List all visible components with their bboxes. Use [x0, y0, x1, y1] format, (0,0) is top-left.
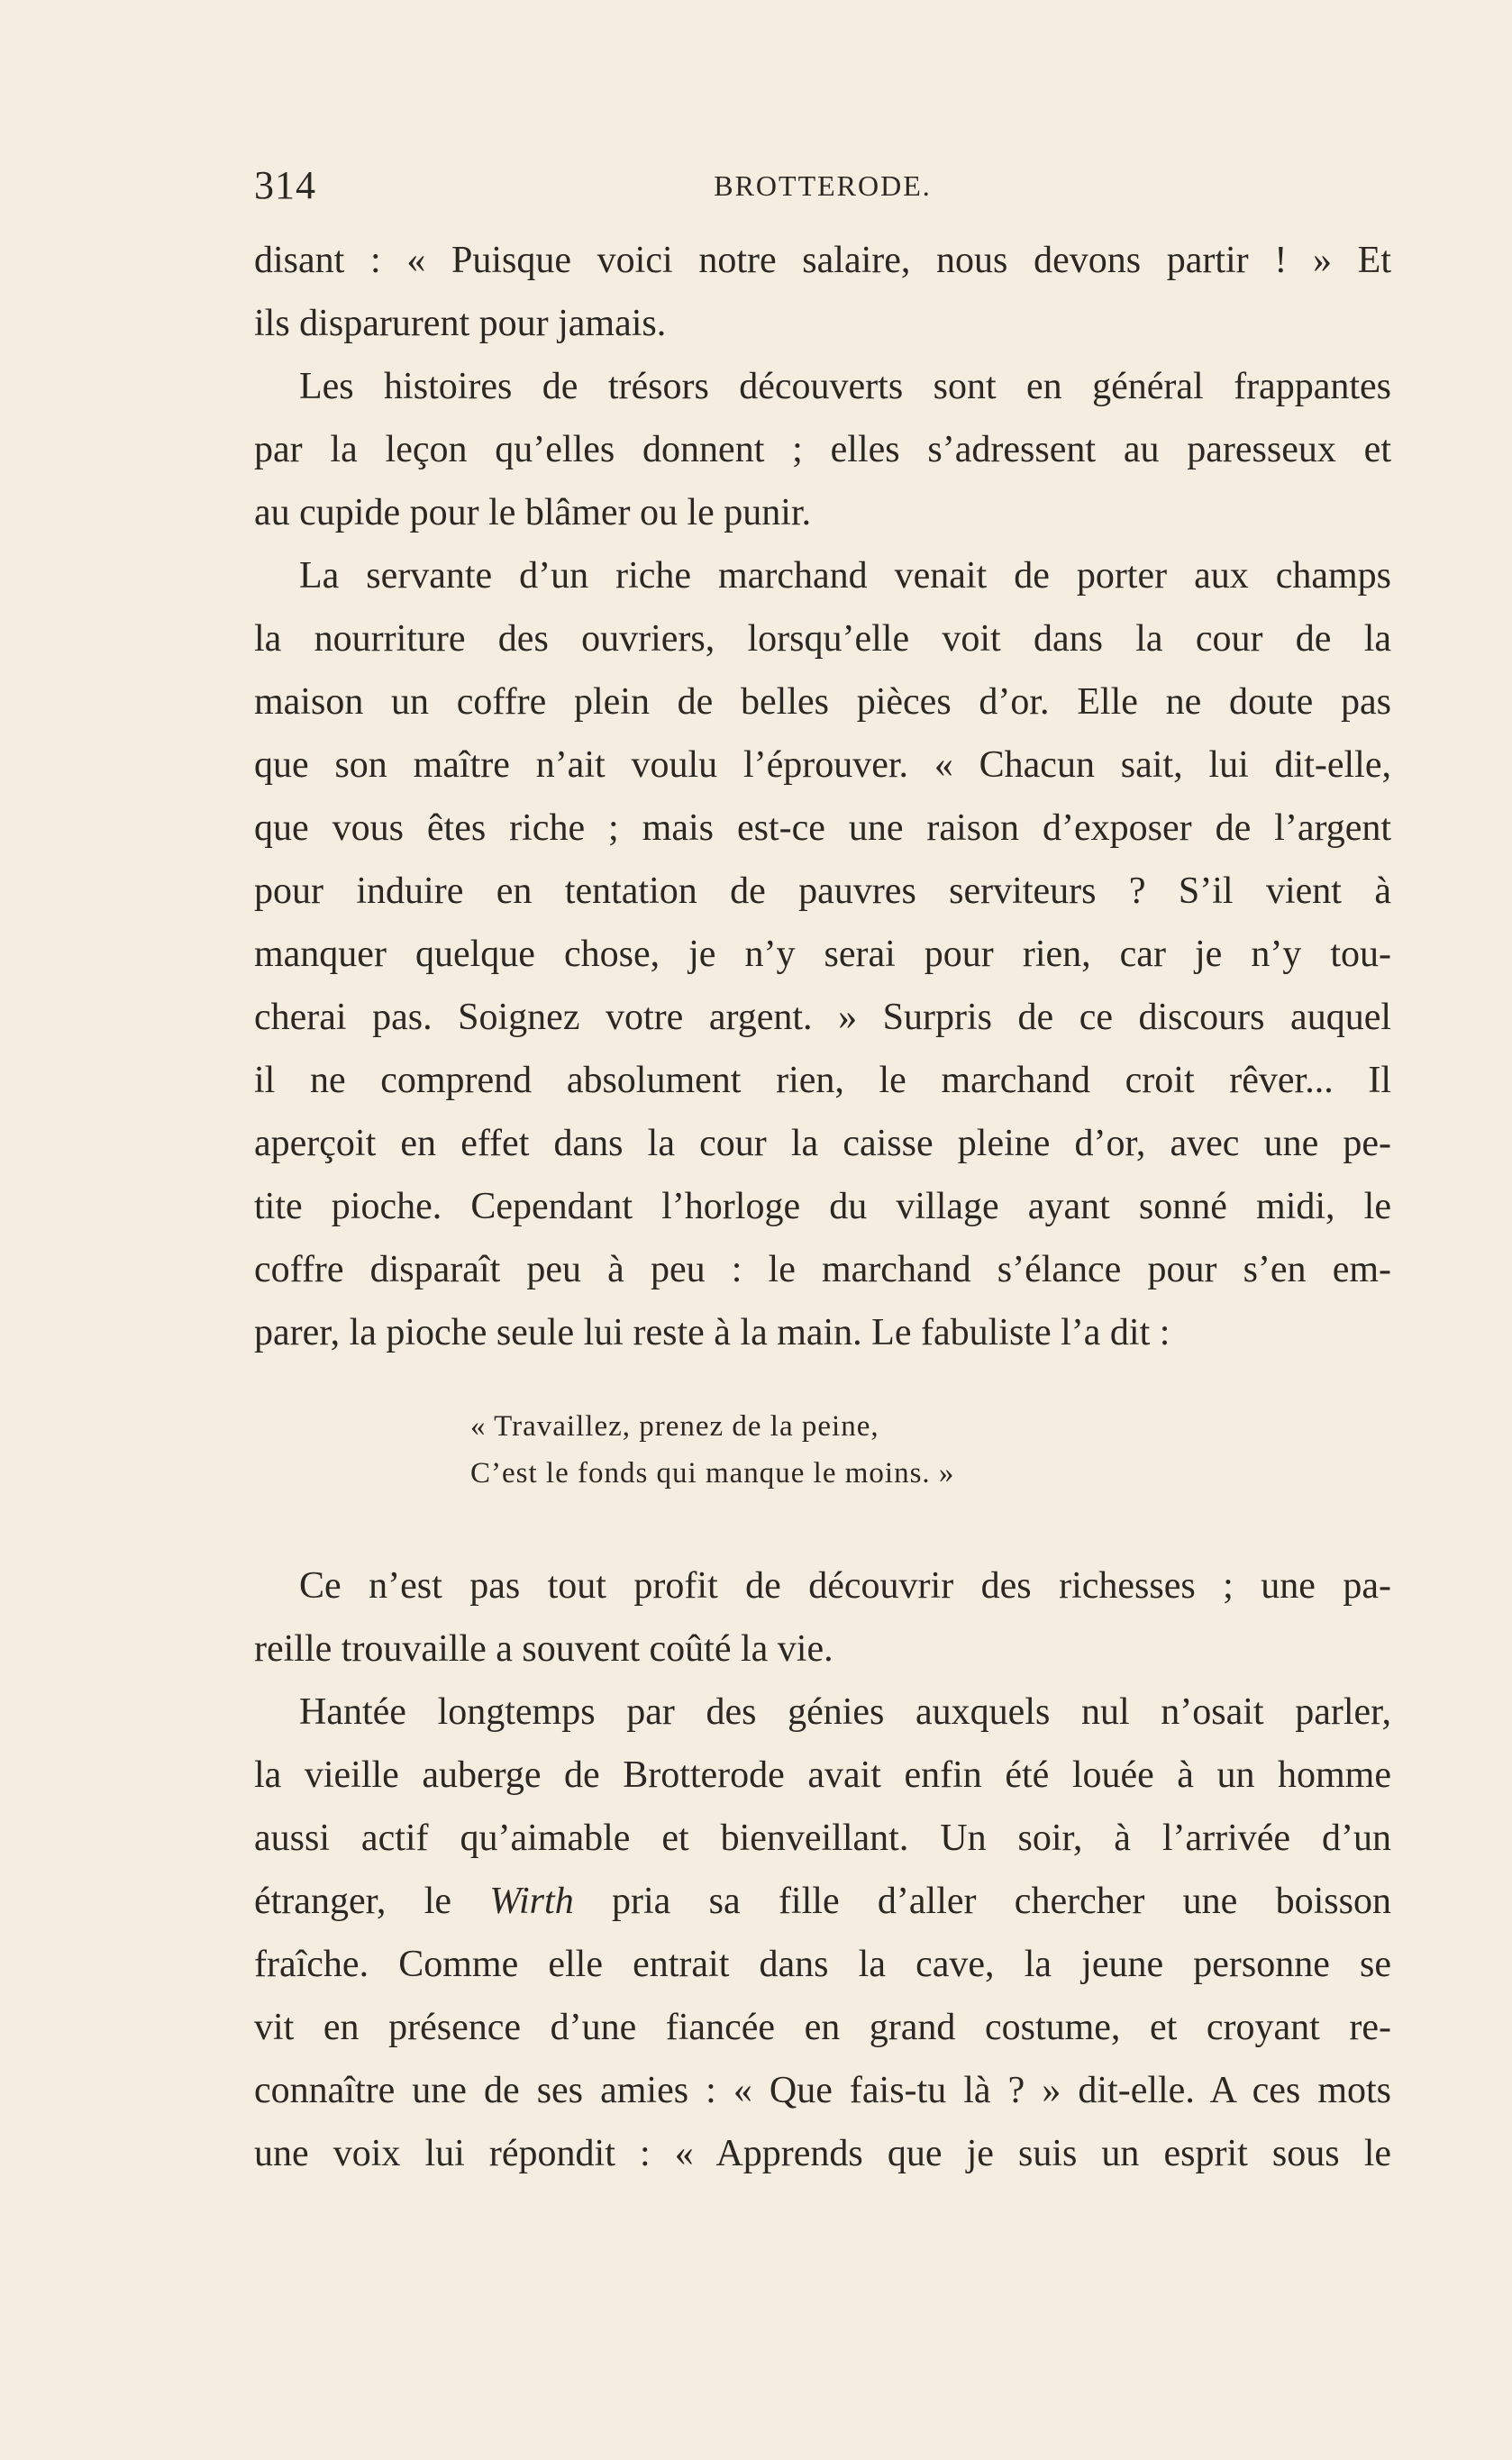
text-line: la vieille auberge de Brotterode avait enfin été louée à un homme: [254, 1754, 1391, 1796]
text-line: disant : « Puisque voici notre salaire, nous devons partir ! » Et: [254, 240, 1391, 281]
text-line: pour induire en tentation de pauvres serviteurs ? S’il vient à: [254, 870, 1391, 912]
text-line: au cupide pour le blâmer ou le punir.: [254, 492, 812, 533]
text-line: Ce n’est pas tout profit de découvrir des richesses ; une pa-: [299, 1565, 1391, 1607]
text-line: la nourriture des ouvriers, lorsqu’elle voit dans la cour de la: [254, 618, 1391, 660]
body-text-part-2: [254, 1554, 1391, 2185]
text-line: Hantée longtemps par des génies auxquels nul n’osait parler,: [299, 1691, 1391, 1733]
text-line: reille trouvaille a souvent coûté la vie.: [254, 1628, 833, 1670]
text-line: il ne comprend absolument rien, le marchand croit rêver... Il: [254, 1060, 1391, 1101]
text-line: aussi actif qu’aimable et bienveillant. Un soir, à l’arrivée d’un: [254, 1818, 1391, 1859]
text-line: maison un coffre plein de belles pièces d’or. Elle ne doute pas: [254, 681, 1391, 723]
verse-quotation: [470, 1403, 1101, 1497]
text-line: La servante d’un riche marchand venait de porter aux champs: [299, 555, 1391, 597]
text-line: une voix lui répondit : « Apprends que je suis un esprit sous le: [254, 2133, 1391, 2174]
text-line: ils disparurent pour jamais.: [254, 303, 667, 344]
text-line: coffre disparaît peu à peu : le marchand s’élance pour s’en em-: [254, 1249, 1391, 1290]
text-line: que vous êtes riche ; mais est-ce une raison d’exposer de l’argent: [254, 807, 1391, 849]
text-line: fraîche. Comme elle entrait dans la cave, la jeune personne se: [254, 1944, 1391, 1985]
text-line: cherai pas. Soignez votre argent. » Surpris de ce discours auquel: [254, 997, 1391, 1038]
text-line: aperçoit en effet dans la cour la caisse pleine d’or, avec une pe-: [254, 1123, 1391, 1164]
text-line: Les histoires de trésors découverts sont en général frappantes: [299, 366, 1391, 407]
verse-line: « Travaillez, prenez de la peine,: [470, 1410, 879, 1443]
text-line-with-italic: [254, 1870, 1391, 1933]
running-title: BROTTERODE.: [714, 169, 932, 202]
italic-word: Wirth: [489, 1881, 574, 1922]
text-line: par la leçon qu’elles donnent ; elles s’adressent au paresseux et: [254, 429, 1391, 470]
text-line: manquer quelque chose, je n’y serai pour rien, car je n’y tou-: [254, 934, 1391, 975]
text-line: vit en présence d’une fiancée en grand costume, et croyant re-: [254, 2007, 1391, 2048]
page-number: 314: [254, 163, 316, 207]
verse-line: C’est le fonds qui manque le moins. »: [470, 1457, 955, 1490]
body-text-part-1: [254, 229, 1391, 1364]
page-header: [254, 162, 1391, 216]
text-run: pria sa fille d’aller chercher une boisson: [573, 1881, 1391, 1922]
text-run: étranger, le: [254, 1881, 490, 1922]
text-line: parer, la pioche seule lui reste à la main. Le fabuliste l’a dit :: [254, 1312, 1170, 1353]
text-line: tite pioche. Cependant l’horloge du village ayant sonné midi, le: [254, 1186, 1391, 1227]
text-line: connaître une de ses amies : « Que fais-tu là ? » dit-elle. A ces mots: [254, 2070, 1391, 2111]
text-line: que son maître n’ait voulu l’éprouver. « Chacun sait, lui dit-elle,: [254, 744, 1391, 786]
